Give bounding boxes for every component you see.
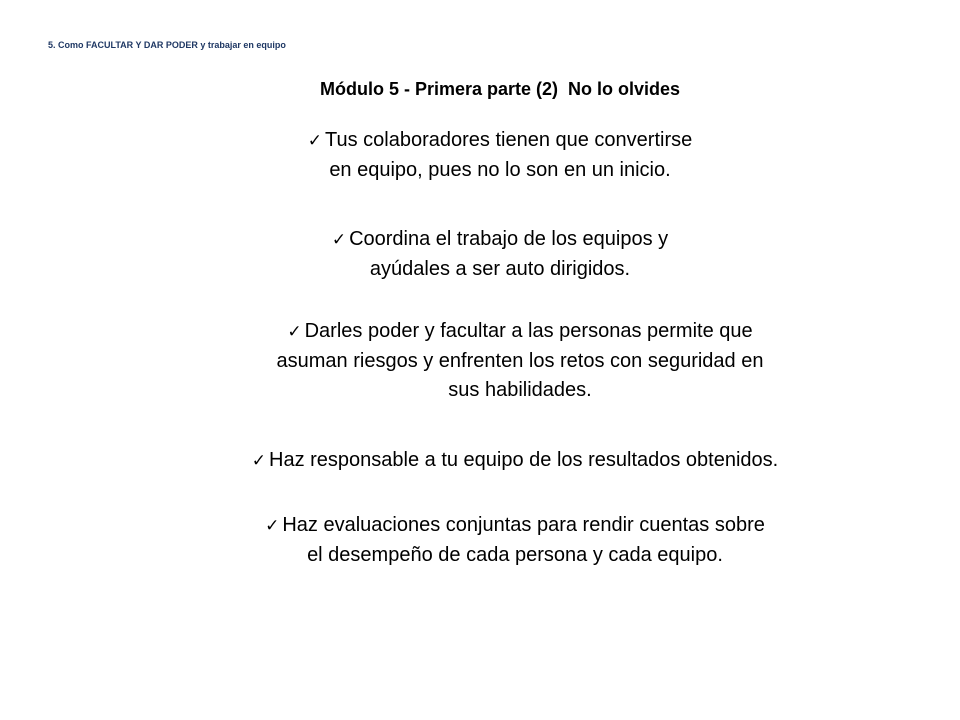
bullet-item-2 — [200, 225, 800, 284]
bullet-2-text-1: Coordina el trabajo de los equipos y — [349, 228, 669, 250]
slide-title: Módulo 5 - Primera parte (2) No lo olvides — [319, 79, 681, 99]
bullet-item-3 — [200, 317, 840, 405]
bullet-4-line-1 — [150, 446, 880, 476]
bullet-1-text-1: Tus colaboradores tienen que convertirse — [325, 129, 693, 151]
bullet-4-text-1: Haz responsable a tu equipo de los resultados obtenidos. — [269, 449, 779, 471]
bullet-item-1 — [200, 126, 800, 185]
bullet-5-line-2: el desempeño de cada persona y cada equipo. — [307, 544, 723, 566]
bullet-2-line-2: ayúdales a ser auto dirigidos. — [369, 258, 631, 280]
check-mark-icon: ✓ — [307, 131, 322, 151]
bullet-3-line-3: sus habilidades. — [448, 379, 592, 401]
bullet-5-line-1 — [180, 511, 850, 541]
bullet-1-line-2: en equipo, pues no lo son en un inicio. — [329, 159, 671, 181]
slide-header: 5. Como FACULTAR Y DAR PODER y trabajar en equipo — [48, 40, 286, 50]
bullet-3-text-1: Darles poder y facultar a las personas permite que — [304, 320, 753, 342]
bullet-5-text-1: Haz evaluaciones conjuntas para rendir cuentas sobre — [282, 514, 765, 536]
bullet-3-line-1 — [200, 317, 840, 347]
check-mark-icon: ✓ — [251, 451, 266, 471]
bullet-3-line-2: asuman riesgos y enfrenten los retos con seguridad en — [276, 350, 764, 372]
check-mark-icon: ✓ — [331, 230, 347, 250]
bullet-item-5 — [180, 511, 850, 570]
check-mark-icon: ✓ — [265, 516, 280, 536]
check-mark-icon: ✓ — [287, 322, 302, 342]
bullet-2-line-1 — [200, 225, 800, 255]
bullet-1-line-1 — [200, 126, 800, 156]
bullet-item-4 — [150, 446, 880, 476]
